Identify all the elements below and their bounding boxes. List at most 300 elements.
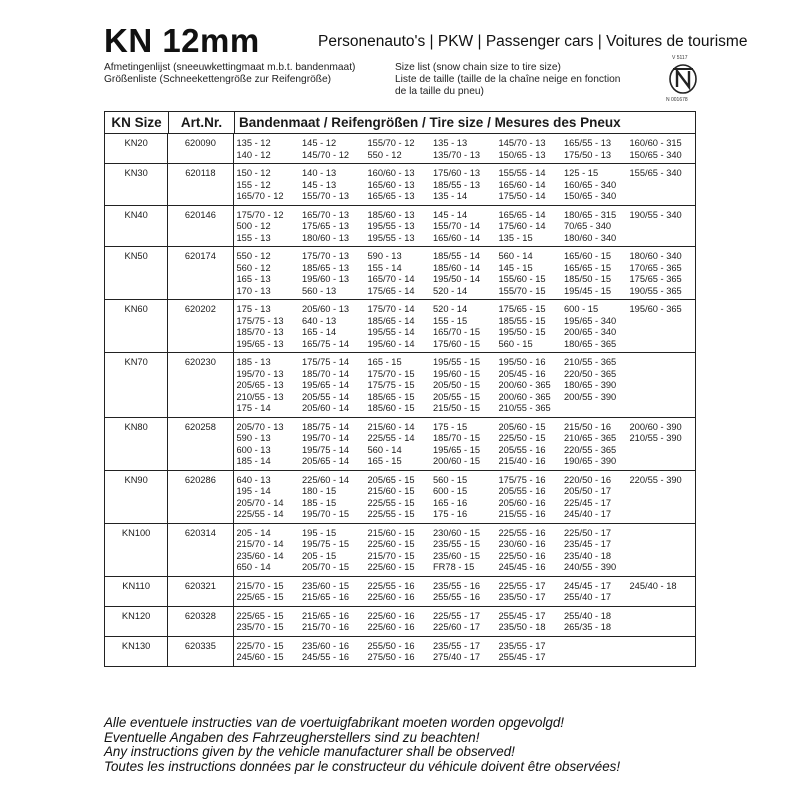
cell-kn-size: KN80: [105, 418, 168, 470]
tire-size-column: [630, 210, 696, 245]
cell-art-nr: 620174: [168, 247, 233, 299]
tire-size: 235/40 - 18: [564, 550, 612, 561]
cert-code-top: V 5117: [672, 55, 688, 61]
footer-line: Toutes les instructions données par le constructeur du véhicule doivent être observées!: [104, 758, 621, 774]
tire-size: 185/65 - 14: [367, 315, 415, 326]
tire-size: 125 - 15: [564, 168, 599, 178]
tire-size: 205 - 15: [302, 550, 337, 561]
cell-tire-sizes: [234, 206, 696, 247]
tire-size: 175/50 - 13: [564, 149, 612, 160]
tire-size: 165 - 15: [367, 456, 402, 466]
tire-size: 215/65 - 16: [302, 610, 350, 621]
tire-size: 175 - 15: [433, 421, 468, 432]
tire-size-column: [630, 357, 696, 415]
tire-size: 205 - 14: [236, 527, 271, 538]
tire-size-column: [368, 528, 434, 574]
tire-size: 165/70 - 15: [433, 327, 481, 337]
tire-size: 155 - 12: [236, 179, 271, 190]
table-row: [105, 577, 695, 607]
tire-size: 145/70 - 13: [498, 138, 546, 148]
tire-size: 150/65 - 340: [564, 191, 617, 201]
cell-kn-size: KN130: [105, 637, 168, 666]
header-tire-sizes: Bandenmaat / Reifengrößen / Tire size / Mesures des Pneux: [239, 115, 621, 130]
tire-size: 640 - 13: [236, 474, 271, 485]
cell-kn-size: KN60: [105, 300, 168, 352]
tire-size: 185/75 - 14: [302, 421, 350, 432]
tire-size: 205/55 - 14: [302, 391, 350, 402]
tire-size: 235/60 - 15: [302, 580, 350, 591]
tire-size: 160/65 - 340: [564, 179, 617, 190]
tire-size: 185/70 - 13: [236, 327, 284, 337]
tire-size: 165 - 15: [367, 357, 402, 367]
footer-line: Eventuelle Angaben des Fahrzeugherstellers sind zu beachten!: [104, 729, 480, 745]
tire-size: 195/60 - 13: [302, 274, 350, 284]
tire-size: 235/55 - 17: [498, 640, 546, 651]
tire-size: 165/70 - 12: [236, 191, 284, 201]
tire-size: 225/55 - 17: [433, 610, 481, 621]
tire-size: 225/60 - 16: [367, 610, 415, 621]
tire-size: 205/65 - 15: [367, 474, 415, 485]
tire-size: 205/70 - 15: [302, 562, 350, 572]
tire-size: 230/60 - 16: [498, 539, 546, 549]
cell-tire-sizes: [234, 300, 696, 352]
tire-size-column: [630, 251, 696, 297]
tire-size: 215/70 - 14: [236, 539, 284, 549]
tire-size: 205/50 - 17: [564, 486, 612, 496]
tire-size: 195 - 15: [302, 527, 337, 538]
tire-size: 180/65 - 315: [564, 209, 617, 220]
tire-size: 225/55 - 16: [367, 580, 415, 591]
cell-tire-sizes: [234, 577, 696, 606]
tire-size: 195/50 - 15: [498, 327, 546, 337]
table-row: [105, 206, 695, 248]
tire-size: 155/70 - 13: [302, 191, 350, 201]
tire-size: 155/65 - 340: [629, 168, 682, 178]
tire-size: 600 - 15: [564, 304, 599, 314]
tire-size: 225/60 - 15: [367, 539, 415, 549]
cell-tire-sizes: [234, 134, 696, 163]
tire-size: 165/60 - 15: [564, 251, 612, 261]
tire-size: 180/65 - 390: [564, 380, 617, 390]
tire-size: 225/50 - 17: [564, 527, 612, 538]
tire-size: 205/45 - 16: [498, 368, 546, 379]
tire-size: 240/55 - 390: [564, 562, 617, 572]
tire-size: 165 - 16: [433, 497, 468, 508]
tire-size-column: [630, 611, 696, 634]
tire-size: 165/55 - 13: [564, 138, 612, 148]
tire-size: 175/60 - 13: [433, 168, 481, 178]
tire-size: 175/70 - 12: [236, 209, 284, 220]
tire-size: 185 - 13: [236, 357, 271, 367]
tire-size-column: [433, 168, 499, 203]
tire-size-column: [630, 528, 696, 574]
tire-size-column: [368, 210, 434, 245]
tire-size: 175/75 - 16: [498, 474, 546, 485]
tire-size: 175/70 - 15: [367, 368, 415, 379]
tire-size-column: [564, 138, 630, 161]
tire-size: 165/65 - 13: [367, 191, 415, 201]
tire-size: 215/60 - 14: [367, 421, 415, 432]
info-left: [104, 62, 355, 86]
table-header: [105, 112, 695, 134]
tire-size: 220/50 - 16: [564, 474, 612, 485]
tire-size: 150/65 - 13: [498, 149, 546, 160]
tire-size: 165/60 - 14: [498, 179, 546, 190]
tire-size: 195/45 - 15: [564, 285, 612, 296]
tire-size: 590 - 13: [236, 433, 271, 443]
tire-size: 225/60 - 15: [367, 562, 415, 572]
tire-size: 225/65 - 15: [236, 592, 284, 602]
tire-size-column: [237, 210, 303, 245]
tire-size: FR78 - 15: [433, 562, 475, 572]
tire-size: 155/70 - 15: [498, 285, 546, 296]
tire-size: 70/65 - 340: [564, 221, 612, 231]
page-subtitle: Personenauto's | PKW | Passenger cars | Voitures de tourisme: [318, 33, 748, 50]
tire-size: 175 - 13: [236, 304, 271, 314]
tire-size: 145 - 13: [302, 179, 337, 190]
cell-art-nr: 620118: [168, 164, 233, 205]
tire-size-column: [302, 422, 368, 468]
tire-size-column: [564, 210, 630, 245]
tire-size: 195/55 - 13: [367, 232, 415, 243]
tire-size: 180/60 - 340: [629, 251, 682, 261]
tire-size: 195/55 - 14: [367, 327, 415, 337]
cell-tire-sizes: [234, 524, 696, 576]
tire-size: 550 - 12: [236, 251, 271, 261]
tire-size-column: [368, 357, 434, 415]
tire-size: 145 - 14: [433, 209, 468, 220]
tire-size: 195/70 - 15: [302, 509, 350, 519]
tire-size: 205/70 - 14: [236, 497, 284, 508]
tire-size: 220/50 - 365: [564, 368, 617, 379]
tire-size-column: [630, 304, 696, 350]
tire-size-column: [368, 611, 434, 634]
tire-size: 230/60 - 15: [433, 527, 481, 538]
tire-size-column: [237, 611, 303, 634]
tire-size-column: [564, 357, 630, 415]
tire-size: 150/65 - 340: [629, 149, 682, 160]
tire-size-column: [302, 475, 368, 521]
cell-kn-size: KN50: [105, 247, 168, 299]
tire-size: 175/65 - 14: [367, 285, 415, 296]
tire-size: 220/55 - 390: [629, 474, 682, 485]
tire-size: 165/65 - 15: [564, 262, 612, 273]
tire-size-column: [564, 475, 630, 521]
tire-size: 500 - 12: [236, 221, 271, 231]
tire-size-column: [302, 581, 368, 604]
info-right: [395, 62, 620, 98]
tire-size-column: [433, 251, 499, 297]
tire-size-column: [499, 611, 565, 634]
tire-size-column: [499, 251, 565, 297]
tire-size: 225/50 - 15: [498, 433, 546, 443]
tire-size-column: [302, 357, 368, 415]
tire-size: 235/55 - 15: [433, 539, 481, 549]
tire-size: 225/65 - 15: [236, 610, 284, 621]
tire-size-column: [302, 528, 368, 574]
tire-size: 205/60 - 16: [498, 497, 546, 508]
tire-size-column: [499, 210, 565, 245]
tire-size-column: [237, 422, 303, 468]
tire-size: 165 - 13: [236, 274, 271, 284]
tire-size: 155/55 - 14: [498, 168, 546, 178]
tire-size-column: [368, 475, 434, 521]
tire-size-column: [302, 138, 368, 161]
tire-size: 205/60 - 13: [302, 304, 350, 314]
tire-size: 210/65 - 365: [564, 433, 617, 443]
tire-size: 210/55 - 365: [564, 357, 617, 367]
tire-size: 165/60 - 13: [367, 179, 415, 190]
tire-size-column: [302, 641, 368, 664]
tire-size-column: [564, 422, 630, 468]
tire-size: 225/55 - 17: [498, 580, 546, 591]
cell-tire-sizes: [234, 164, 696, 205]
tire-size: 215/55 - 16: [498, 509, 546, 519]
tire-size-column: [630, 641, 696, 664]
cell-art-nr: 620146: [168, 206, 233, 247]
tire-size: 235/60 - 15: [433, 550, 481, 561]
tire-size: 215/60 - 15: [367, 527, 415, 538]
tire-size-column: [433, 611, 499, 634]
tire-size: 215/70 - 16: [302, 622, 350, 632]
tire-size: 200/60 - 15: [433, 456, 481, 466]
tire-size-column: [237, 251, 303, 297]
tire-size: 235/50 - 17: [498, 592, 546, 602]
tire-size: 155/70 - 14: [433, 221, 481, 231]
tire-size: 195/65 - 15: [433, 444, 481, 455]
tire-size: 135 - 14: [433, 191, 468, 201]
tire-size: 560 - 13: [302, 285, 337, 296]
cell-kn-size: KN20: [105, 134, 168, 163]
tire-size: 200/60 - 365: [498, 380, 551, 390]
tire-size: 185/55 - 13: [433, 179, 481, 190]
tire-size: 135 - 12: [236, 138, 271, 148]
tire-size-column: [433, 138, 499, 161]
tire-size: 200/65 - 340: [564, 327, 617, 337]
tire-size-column: [237, 528, 303, 574]
tire-size-column: [630, 475, 696, 521]
tire-size: 255/55 - 16: [433, 592, 481, 602]
tire-size: 185 - 15: [302, 497, 337, 508]
cell-kn-size: KN110: [105, 577, 168, 606]
certification-mark: [660, 55, 704, 105]
tire-size-column: [237, 581, 303, 604]
tire-size: 235/60 - 14: [236, 550, 284, 561]
tire-size: 650 - 14: [236, 562, 271, 572]
tire-size-column: [368, 138, 434, 161]
tire-size-column: [237, 138, 303, 161]
tire-size: 600 - 15: [433, 486, 468, 496]
table-row: [105, 471, 695, 524]
tire-size-column: [237, 641, 303, 664]
tire-size: 225/60 - 17: [433, 622, 481, 632]
tire-size: 175/65 - 365: [629, 274, 682, 284]
table-row: [105, 418, 695, 471]
tire-size-column: [368, 641, 434, 664]
tire-size: 205/55 - 16: [498, 486, 546, 496]
tire-size: 220/55 - 365: [564, 444, 617, 455]
tire-size: 160/60 - 315: [629, 138, 682, 148]
table-row: [105, 247, 695, 300]
tire-size: 225/60 - 16: [367, 592, 415, 602]
tire-size: 175/70 - 14: [367, 304, 415, 314]
tire-size: 180 - 15: [302, 486, 337, 496]
tire-size: 210/55 - 390: [629, 433, 682, 443]
tire-size: 170 - 13: [236, 285, 271, 296]
tire-size: 165/70 - 13: [302, 209, 350, 220]
tire-size: 225/55 - 14: [367, 433, 415, 443]
tire-size-column: [630, 138, 696, 161]
table-row: [105, 300, 695, 353]
tire-size: 560 - 15: [433, 474, 468, 485]
tire-size: 190/55 - 340: [629, 209, 682, 220]
tire-size: 175/75 - 13: [236, 315, 284, 326]
header-art-nr: Art.Nr.: [169, 112, 235, 133]
tire-size: 155 - 15: [433, 315, 468, 326]
table-row: [105, 134, 695, 164]
tire-size: 175/70 - 13: [302, 251, 350, 261]
tire-size: 195/65 - 13: [236, 338, 284, 349]
tire-size-column: [302, 304, 368, 350]
cell-art-nr: 620335: [168, 637, 233, 666]
tire-size: 520 - 14: [433, 285, 468, 296]
tire-size: 225/55 - 15: [367, 509, 415, 519]
tire-size: 560 - 12: [236, 262, 271, 273]
table-body: [105, 134, 695, 666]
tire-size: 205/70 - 13: [236, 421, 284, 432]
tire-size: 200/55 - 390: [564, 391, 617, 402]
tire-size: 235/50 - 18: [498, 622, 546, 632]
tire-size: 175/75 - 14: [302, 357, 350, 367]
tire-size: 245/40 - 18: [629, 580, 677, 591]
cell-kn-size: KN70: [105, 353, 168, 417]
tire-size: 145 - 12: [302, 138, 337, 148]
footer-line: Any instructions given by the vehicle manufacturer shall be observed!: [104, 744, 515, 759]
info-right-line: Size list (snow chain size to tire size): [395, 62, 561, 73]
tire-size: 215/50 - 16: [564, 421, 612, 432]
tire-size: 165 - 14: [302, 327, 337, 337]
tire-size-column: [433, 528, 499, 574]
tire-size: 215/65 - 16: [302, 592, 350, 602]
tire-size-column: [499, 422, 565, 468]
tire-size: 145 - 15: [498, 262, 533, 273]
cell-tire-sizes: [234, 637, 696, 666]
tire-size: 225/55 - 16: [498, 527, 546, 538]
tire-size-column: [237, 168, 303, 203]
tire-size: 205/60 - 15: [498, 421, 546, 432]
cell-art-nr: 620321: [168, 577, 233, 606]
tire-size-column: [302, 168, 368, 203]
tire-size: 195/65 - 14: [302, 380, 350, 390]
tire-size: 150 - 12: [236, 168, 271, 178]
tire-size: 205/50 - 15: [433, 380, 481, 390]
tire-size-column: [499, 304, 565, 350]
tire-size: 195/75 - 14: [302, 444, 350, 455]
tire-size: 275/40 - 17: [433, 652, 481, 662]
tire-size: 170/65 - 365: [629, 262, 682, 273]
tire-size-column: [630, 581, 696, 604]
tire-size: 235/55 - 16: [433, 580, 481, 591]
tire-size-column: [564, 581, 630, 604]
cell-art-nr: 620328: [168, 607, 233, 636]
tire-size: 180/60 - 13: [302, 232, 350, 243]
header-kn-size: KN Size: [105, 112, 169, 133]
tire-size-column: [630, 168, 696, 203]
tire-size: 185/60 - 15: [367, 403, 415, 413]
tire-size: 590 - 13: [367, 251, 402, 261]
info-left-line: Afmetingenlijst (sneeuwkettingmaat m.b.t. bandenmaat): [104, 62, 356, 73]
tire-size: 195 - 14: [236, 486, 271, 496]
tire-size: 225/55 - 15: [367, 497, 415, 508]
tire-size: 215/40 - 16: [498, 456, 546, 466]
table-row: [105, 164, 695, 206]
tire-size: 175/75 - 15: [367, 380, 415, 390]
tire-size: 560 - 15: [498, 338, 533, 349]
tire-size: 215/70 - 15: [367, 550, 415, 561]
tire-size: 185/60 - 13: [367, 209, 415, 220]
tire-size: 245/60 - 15: [236, 652, 284, 662]
tire-size-column: [433, 304, 499, 350]
tire-size: 195/75 - 15: [302, 539, 350, 549]
tire-size: 225/45 - 17: [564, 497, 612, 508]
tire-size: 165/65 - 14: [498, 209, 546, 220]
cell-art-nr: 620202: [168, 300, 233, 352]
tire-size-column: [368, 251, 434, 297]
tire-size-column: [564, 304, 630, 350]
tire-size: 185/55 - 15: [498, 315, 546, 326]
tire-size-column: [368, 168, 434, 203]
tire-size-column: [499, 581, 565, 604]
tire-size-column: [368, 304, 434, 350]
tire-size: 165/75 - 14: [302, 338, 350, 349]
tire-size: 225/55 - 14: [236, 509, 284, 519]
tire-size: 225/60 - 16: [367, 622, 415, 632]
tire-size: 225/50 - 16: [498, 550, 546, 561]
tire-size-column: [630, 422, 696, 468]
tire-size: 235/60 - 16: [302, 640, 350, 651]
tire-size-column: [499, 528, 565, 574]
tire-size-column: [302, 251, 368, 297]
cell-kn-size: KN120: [105, 607, 168, 636]
tire-size: 235/70 - 15: [236, 622, 284, 632]
tire-size: 175 - 16: [433, 509, 468, 519]
tire-size: 215/60 - 15: [367, 486, 415, 496]
tire-size: 245/45 - 16: [498, 562, 546, 572]
tire-size-column: [302, 210, 368, 245]
tire-size: 175/60 - 15: [433, 338, 481, 349]
tire-size: 185/50 - 15: [564, 274, 612, 284]
tire-size: 175/65 - 15: [498, 304, 546, 314]
tire-size: 180/65 - 365: [564, 338, 617, 349]
tire-size: 265/35 - 18: [564, 622, 612, 632]
tire-size: 175/65 - 13: [302, 221, 350, 231]
cell-tire-sizes: [234, 607, 696, 636]
tire-size-column: [564, 611, 630, 634]
tire-size: 560 - 14: [367, 444, 402, 455]
tire-size: 165/70 - 14: [367, 274, 415, 284]
tire-size: 185/55 - 14: [433, 251, 481, 261]
cell-tire-sizes: [234, 418, 696, 470]
cell-kn-size: KN30: [105, 164, 168, 205]
tire-size: 135 - 15: [498, 232, 533, 243]
tire-size: 205/65 - 14: [302, 456, 350, 466]
tire-size-column: [237, 475, 303, 521]
info-right-line: Liste de taille (taille de la chaîne neige en fonction: [395, 74, 621, 85]
tire-size-column: [237, 304, 303, 350]
tire-size: 175/60 - 14: [498, 221, 546, 231]
cell-kn-size: KN90: [105, 471, 168, 523]
tire-size: 195/55 - 15: [433, 357, 481, 367]
